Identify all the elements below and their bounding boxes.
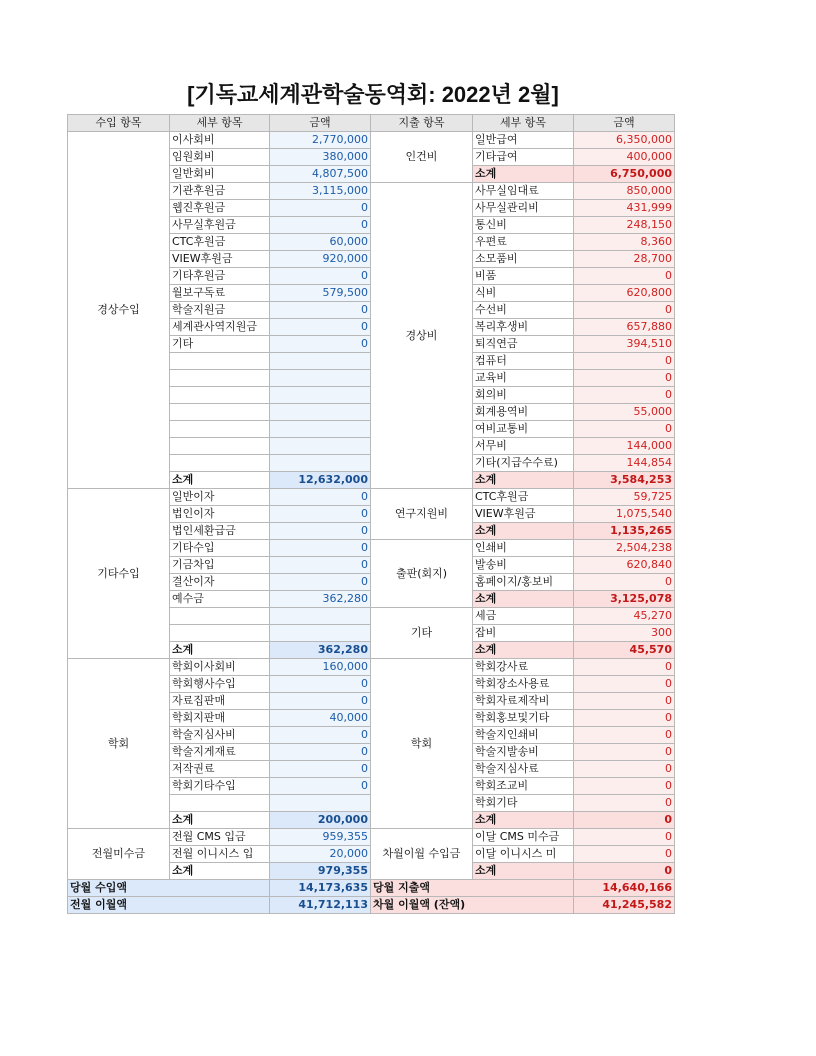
expense-amount: 400,000: [574, 149, 675, 166]
income-detail: 웹진후원금: [170, 200, 270, 217]
income-category: 전월미수금: [68, 829, 170, 880]
expense-amount: 0: [574, 744, 675, 761]
expense-detail: 우편료: [473, 234, 574, 251]
monthly-total-row-expense-label: 당월 지출액: [371, 880, 574, 897]
income-subtotal-label: 소계: [170, 642, 270, 659]
income-detail: CTC후원금: [170, 234, 270, 251]
expense-detail: 교육비: [473, 370, 574, 387]
income-detail: 예수금: [170, 591, 270, 608]
income-amount: 0: [270, 302, 371, 319]
income-detail: [170, 608, 270, 625]
income-detail: 일반회비: [170, 166, 270, 183]
expense-subtotal-label: 소계: [473, 472, 574, 489]
expense-detail: 이달 CMS 미수금: [473, 829, 574, 846]
income-detail: 학술지게재료: [170, 744, 270, 761]
income-amount: 0: [270, 489, 371, 506]
monthly-total-row-income-value: 14,173,635: [270, 880, 371, 897]
expense-category: 학회: [371, 659, 473, 829]
income-amount: [270, 387, 371, 404]
expense-detail: 잡비: [473, 625, 574, 642]
expense-amount: 0: [574, 421, 675, 438]
income-amount: 0: [270, 778, 371, 795]
income-detail: 학회행사수입: [170, 676, 270, 693]
income-subtotal-label: 소계: [170, 472, 270, 489]
income-amount: [270, 608, 371, 625]
income-detail: 월보구독료: [170, 285, 270, 302]
carryover-row-income-label: 전월 이월액: [68, 897, 270, 914]
income-detail: 기타: [170, 336, 270, 353]
income-amount: 0: [270, 268, 371, 285]
expense-subtotal-label: 소계: [473, 523, 574, 540]
expense-amount: 0: [574, 846, 675, 863]
expense-amount: 620,840: [574, 557, 675, 574]
income-amount: 20,000: [270, 846, 371, 863]
income-detail: [170, 421, 270, 438]
table-row: [68, 829, 675, 846]
expense-detail: 인쇄비: [473, 540, 574, 557]
header-expense-detail: 세부 항목: [473, 115, 574, 132]
income-amount: 3,115,000: [270, 183, 371, 200]
carryover-row-expense-value: 41,245,582: [574, 897, 675, 914]
expense-amount: 248,150: [574, 217, 675, 234]
income-amount: 362,280: [270, 591, 371, 608]
income-detail: 학회이사회비: [170, 659, 270, 676]
expense-category: 연구지원비: [371, 489, 473, 540]
header-income-detail: 세부 항목: [170, 115, 270, 132]
income-detail: 기타수입: [170, 540, 270, 557]
expense-subtotal-label: 소계: [473, 863, 574, 880]
income-detail: 기관후원금: [170, 183, 270, 200]
income-amount: 2,770,000: [270, 132, 371, 149]
expense-detail: 소모품비: [473, 251, 574, 268]
income-detail: 자료집판매: [170, 693, 270, 710]
expense-detail: 세금: [473, 608, 574, 625]
income-detail: [170, 438, 270, 455]
income-category: 기타수입: [68, 489, 170, 659]
income-amount: 579,500: [270, 285, 371, 302]
expense-subtotal-amount: 6,750,000: [574, 166, 675, 183]
income-amount: 0: [270, 506, 371, 523]
expense-category: 경상비: [371, 183, 473, 489]
table-row: [68, 659, 675, 676]
expense-detail: 사무실임대료: [473, 183, 574, 200]
income-detail: 임원회비: [170, 149, 270, 166]
header-expense-category: 지출 항목: [371, 115, 473, 132]
expense-amount: 0: [574, 370, 675, 387]
expense-amount: 0: [574, 659, 675, 676]
expense-detail: 컴퓨터: [473, 353, 574, 370]
income-detail: 학회지판매: [170, 710, 270, 727]
expense-detail: 회의비: [473, 387, 574, 404]
expense-amount: 0: [574, 693, 675, 710]
income-amount: 4,807,500: [270, 166, 371, 183]
monthly-total-row-expense-value: 14,640,166: [574, 880, 675, 897]
income-detail: 학회기타수입: [170, 778, 270, 795]
income-amount: 0: [270, 761, 371, 778]
expense-subtotal-label: 소계: [473, 591, 574, 608]
expense-subtotal-label: 소계: [473, 812, 574, 829]
expense-detail: 학회조교비: [473, 778, 574, 795]
header-row: [68, 115, 675, 132]
income-amount: [270, 370, 371, 387]
monthly-total-row: [68, 880, 675, 897]
income-subtotal-label: 소계: [170, 863, 270, 880]
header-expense-amount: 금액: [574, 115, 675, 132]
income-detail: [170, 404, 270, 421]
expense-detail: 퇴직연금: [473, 336, 574, 353]
income-amount: 959,355: [270, 829, 371, 846]
expense-amount: 0: [574, 795, 675, 812]
income-amount: [270, 625, 371, 642]
income-amount: 0: [270, 744, 371, 761]
income-amount: 40,000: [270, 710, 371, 727]
expense-amount: 0: [574, 829, 675, 846]
expense-amount: 0: [574, 268, 675, 285]
expense-category: 출판(회지): [371, 540, 473, 608]
income-detail: VIEW후원금: [170, 251, 270, 268]
income-detail: 세계관사역지원금: [170, 319, 270, 336]
expense-subtotal-amount: 3,584,253: [574, 472, 675, 489]
income-amount: 60,000: [270, 234, 371, 251]
carryover-row-expense-label: 차월 이월액 (잔액): [371, 897, 574, 914]
expense-amount: 144,854: [574, 455, 675, 472]
expense-amount: 0: [574, 727, 675, 744]
income-amount: 0: [270, 200, 371, 217]
expense-amount: 0: [574, 387, 675, 404]
income-amount: 0: [270, 557, 371, 574]
income-subtotal-amount: 200,000: [270, 812, 371, 829]
header-income-category: 수입 항목: [68, 115, 170, 132]
expense-amount: 0: [574, 353, 675, 370]
income-amount: [270, 795, 371, 812]
income-subtotal-amount: 362,280: [270, 642, 371, 659]
income-amount: 0: [270, 336, 371, 353]
expense-detail: 학회기타: [473, 795, 574, 812]
income-subtotal-amount: 12,632,000: [270, 472, 371, 489]
income-amount: [270, 353, 371, 370]
income-subtotal-label: 소계: [170, 812, 270, 829]
expense-detail: 학술지인쇄비: [473, 727, 574, 744]
expense-subtotal-amount: 45,570: [574, 642, 675, 659]
expense-amount: 28,700: [574, 251, 675, 268]
expense-category: 차월이월 수입금: [371, 829, 473, 880]
income-detail: [170, 625, 270, 642]
expense-amount: 45,270: [574, 608, 675, 625]
income-detail: [170, 370, 270, 387]
expense-detail: 회계용역비: [473, 404, 574, 421]
expense-detail: 학회자료제작비: [473, 693, 574, 710]
income-detail: 기금차입: [170, 557, 270, 574]
expense-detail: 학회장소사용료: [473, 676, 574, 693]
expense-amount: 6,350,000: [574, 132, 675, 149]
expense-subtotal-label: 소계: [473, 166, 574, 183]
expense-amount: 657,880: [574, 319, 675, 336]
table-row: [68, 489, 675, 506]
budget-table: [67, 114, 675, 914]
income-detail: 학술지심사비: [170, 727, 270, 744]
income-amount: 0: [270, 727, 371, 744]
expense-category: 인건비: [371, 132, 473, 183]
income-detail: [170, 387, 270, 404]
expense-subtotal-amount: 1,135,265: [574, 523, 675, 540]
expense-detail: 홈페이지/홍보비: [473, 574, 574, 591]
expense-amount: 620,800: [574, 285, 675, 302]
expense-amount: 0: [574, 574, 675, 591]
income-amount: 0: [270, 574, 371, 591]
expense-amount: 55,000: [574, 404, 675, 421]
income-amount: 0: [270, 676, 371, 693]
report-title: [기독교세계관학술동역회: 2022년 2월]: [187, 82, 559, 107]
expense-detail: 식비: [473, 285, 574, 302]
expense-detail: 학술지발송비: [473, 744, 574, 761]
expense-detail: 학회강사료: [473, 659, 574, 676]
income-detail: [170, 795, 270, 812]
income-detail: 법인이자: [170, 506, 270, 523]
expense-amount: 1,075,540: [574, 506, 675, 523]
expense-amount: 0: [574, 778, 675, 795]
expense-detail: CTC후원금: [473, 489, 574, 506]
expense-detail: VIEW후원금: [473, 506, 574, 523]
carryover-row-income-value: 41,712,113: [270, 897, 371, 914]
expense-detail: 학술지심사료: [473, 761, 574, 778]
income-amount: [270, 455, 371, 472]
income-subtotal-amount: 979,355: [270, 863, 371, 880]
income-detail: 사무실후원금: [170, 217, 270, 234]
income-amount: [270, 438, 371, 455]
income-category: 경상수입: [68, 132, 170, 489]
income-detail: 법인세환급금: [170, 523, 270, 540]
expense-amount: 0: [574, 676, 675, 693]
income-detail: 학술지원금: [170, 302, 270, 319]
income-amount: [270, 404, 371, 421]
expense-detail: 학회홍보및기타: [473, 710, 574, 727]
expense-detail: 이달 이니시스 미: [473, 846, 574, 863]
expense-amount: 144,000: [574, 438, 675, 455]
expense-amount: 431,999: [574, 200, 675, 217]
income-detail: 전월 CMS 입금: [170, 829, 270, 846]
header-income-amount: 금액: [270, 115, 371, 132]
income-amount: 380,000: [270, 149, 371, 166]
table-row: [68, 132, 675, 149]
carryover-row: [68, 897, 675, 914]
expense-category: 기타: [371, 608, 473, 659]
income-amount: 0: [270, 217, 371, 234]
income-detail: 저작권료: [170, 761, 270, 778]
expense-detail: 서무비: [473, 438, 574, 455]
expense-amount: 850,000: [574, 183, 675, 200]
expense-amount: 59,725: [574, 489, 675, 506]
income-detail: [170, 353, 270, 370]
income-detail: 결산이자: [170, 574, 270, 591]
income-amount: [270, 421, 371, 438]
expense-subtotal-amount: 0: [574, 812, 675, 829]
income-detail: 기타후원금: [170, 268, 270, 285]
income-amount: 0: [270, 319, 371, 336]
expense-subtotal-label: 소계: [473, 642, 574, 659]
expense-detail: 수선비: [473, 302, 574, 319]
expense-amount: 8,360: [574, 234, 675, 251]
income-category: 학회: [68, 659, 170, 829]
expense-detail: 발송비: [473, 557, 574, 574]
expense-amount: 0: [574, 302, 675, 319]
expense-subtotal-amount: 3,125,078: [574, 591, 675, 608]
income-amount: 920,000: [270, 251, 371, 268]
expense-amount: 2,504,238: [574, 540, 675, 557]
income-amount: 0: [270, 540, 371, 557]
income-detail: 일반이자: [170, 489, 270, 506]
income-detail: 전월 이니시스 입: [170, 846, 270, 863]
expense-amount: 394,510: [574, 336, 675, 353]
income-detail: 이사회비: [170, 132, 270, 149]
expense-subtotal-amount: 0: [574, 863, 675, 880]
expense-detail: 일반급여: [473, 132, 574, 149]
expense-amount: 0: [574, 710, 675, 727]
expense-amount: 300: [574, 625, 675, 642]
expense-detail: 복리후생비: [473, 319, 574, 336]
income-amount: 160,000: [270, 659, 371, 676]
monthly-total-row-income-label: 당월 수입액: [68, 880, 270, 897]
income-detail: [170, 455, 270, 472]
income-amount: 0: [270, 523, 371, 540]
expense-detail: 기타급여: [473, 149, 574, 166]
income-amount: 0: [270, 693, 371, 710]
expense-detail: 여비교통비: [473, 421, 574, 438]
expense-amount: 0: [574, 761, 675, 778]
expense-detail: 기타(지급수수료): [473, 455, 574, 472]
expense-detail: 비품: [473, 268, 574, 285]
expense-detail: 사무실관리비: [473, 200, 574, 217]
expense-detail: 통신비: [473, 217, 574, 234]
